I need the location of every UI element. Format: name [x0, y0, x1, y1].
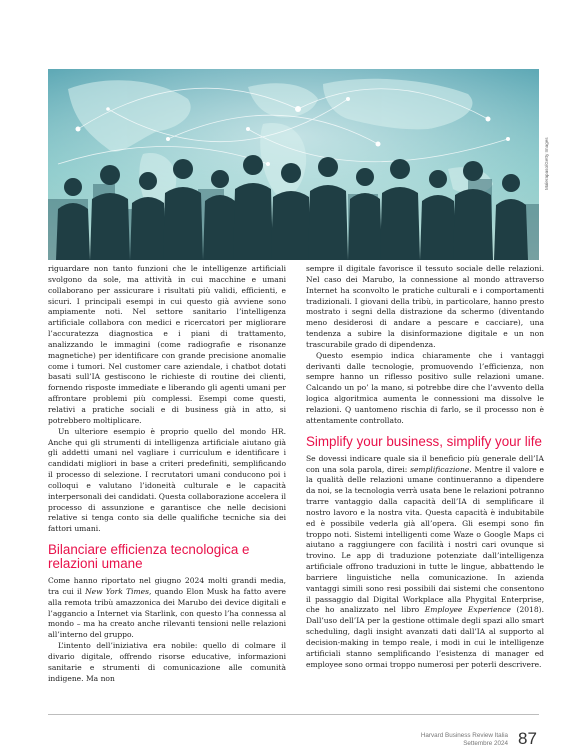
section-heading: Bilanciare efficienza tecnologica e relazioni umane: [48, 542, 250, 572]
book-title: Employee Experience: [424, 605, 511, 615]
paragraph: sempre il digitale favorisce il tessuto sociale delle relazioni. Nel caso dei Marubo, la connessione al mondo attraverso Internet ha sconvolto le pratiche culturali e i comportamenti tradizionali. I giovani della tribù, in particolare, hanno presto mostrato i segni della distrazione da schermo (diventando meno desiderosi di andare a pescare e cacciare), una tendenza a subire la disinformazione digitale e un non trascurabile grado di dipendenza.: [306, 264, 544, 349]
page-number: 87: [518, 729, 537, 748]
right-column: [306, 264, 544, 671]
paragraph: Un ulteriore esempio è proprio quello del mondo HR. Anche qui gli strumenti di intelligenza artificiale aiutano già gli addetti umani nel vagliare i curriculum e identificare i candidati migliori in base a criteri predefiniti, semplificando il processo di selezione. I recrutatori umani conducono poi i colloqui e valutano l’idoneità culturale e le capacità interpersonali dei candidati. Questa collaborazione accelera il processo di assunzione e garantisce che nelle decisioni relative si tenga conto sia delle qualifiche tecniche sia dei fattori umani.: [48, 426, 286, 534]
publication-title: New York Times: [85, 586, 150, 596]
photo-credit: Malerapaso/Getty Images: [544, 137, 549, 190]
issue-date: Settembre 2024: [463, 740, 508, 747]
emphasis: semplificazione: [410, 464, 470, 474]
paragraph: L’intento dell’iniziativa era nobile: quello di colmare il divario digitale, offrendo risorse educative, informazioni sanitarie e strumenti di comunicazione alle comunità indigene. Ma non: [48, 641, 286, 683]
paragraph: Come hanno riportato nel giugno 2024 molti grandi media, tra cui il New York Times, quando Elon Musk ha fatto avere alla remota tribù amazzonica dei Marubo dei device digitali e l’aggancio a Internet via Starlink, con questo l’ha connessa al mondo – ma ha creato anche rilevanti tensioni nelle relazioni all’interno del gruppo.: [48, 576, 286, 640]
footer-publication: [421, 732, 508, 748]
paragraph: Se dovessi indicare quale sia il beneficio più generale dell’IA con una sola parola, direi: semplificazione. Mentre il valore e la qualità delle relazioni umane continueranno a dipendere da noi, se la tecnologia verrà usata bene le relazioni potranno trarre vantaggio dalla capacità dell’IA di semplificare il nostro lavoro e la nostra vita. Questa capacità è indubitabile ed è possibile vederla già all’opera. Gli esempi sono fin troppo noti. Sistemi intelligenti come Waze o Google Maps ci aiutano a raggiungere con facilità i nostri cari ovunque si trovino. Le app di traduzione potenziate dall’intelligenza artificiale offrono traduzioni in tutte le lingue, abbattendo le barriere linguistiche nella comunicazione. In azienda vantaggi simili sono resi possibili dai sistemi che consentono il passaggio dal Digital Workplace alla Phygital Enterprise, che ho analizzato nel libro Employee Experience (2018). Dall’uso dell’IA per la gestione ottimale degli spazi allo smart scheduling, dagli insight avanzati dati dall’IA al supporto al decision-making in tempo reale, i modi in cui le intelligenze artificiali stanno semplificando l’esistenza di manager ed employee sono ormai troppo numerosi per poterli descrivere.: [306, 453, 544, 669]
paragraph: Questo esempio indica chiaramente che i vantaggi derivanti dalle tecnologie, promuovendo l’efficienza, non sempre hanno un riflesso positivo sulle relazioni umane. Calcando un po’ la mano, si potrebbe dire che l’avvento della logica algoritmica aumenta le connessioni ma dissolve le relazioni. Q uantomeno rischia di farlo, se il processo non è attentamente controllato.: [306, 350, 544, 425]
hero-image: [48, 69, 539, 260]
left-column: [48, 264, 286, 685]
publication-name: Harvard Business Review Italia: [420, 732, 508, 739]
paragraph: riguardare non tanto funzioni che le intelligenze artificiali svolgono da sole, ma attività in cui macchine e umani collaborano per assicurare i risultati più validi, efficienti, e sicuri. I principali esempi in cui questo già avviene sono ampiamente noti. Nel settore sanitario l’intelligenza artificiale collabora con medici e ricercatori per migliorare l’accuratezza diagnostica e i piani di trattamento, analizzando le immagini (come radiografie e risonanze magnetiche) per identificare con grande precisione anomalie come i tumori. Nel customer care aziendale, i chatbot dotati basati sull’IA gestiscono le richieste di routine dei clienti, fornendo risposte immediate e liberando gli agenti umani per affrontare problemi più complessi. Esempi come questi, relativi a pratiche sociali e di business già in atto, si potrebbero moltiplicare.: [48, 264, 286, 425]
footer-divider: [48, 714, 539, 715]
section-heading: Simplify your business, simplify your life: [306, 433, 542, 449]
